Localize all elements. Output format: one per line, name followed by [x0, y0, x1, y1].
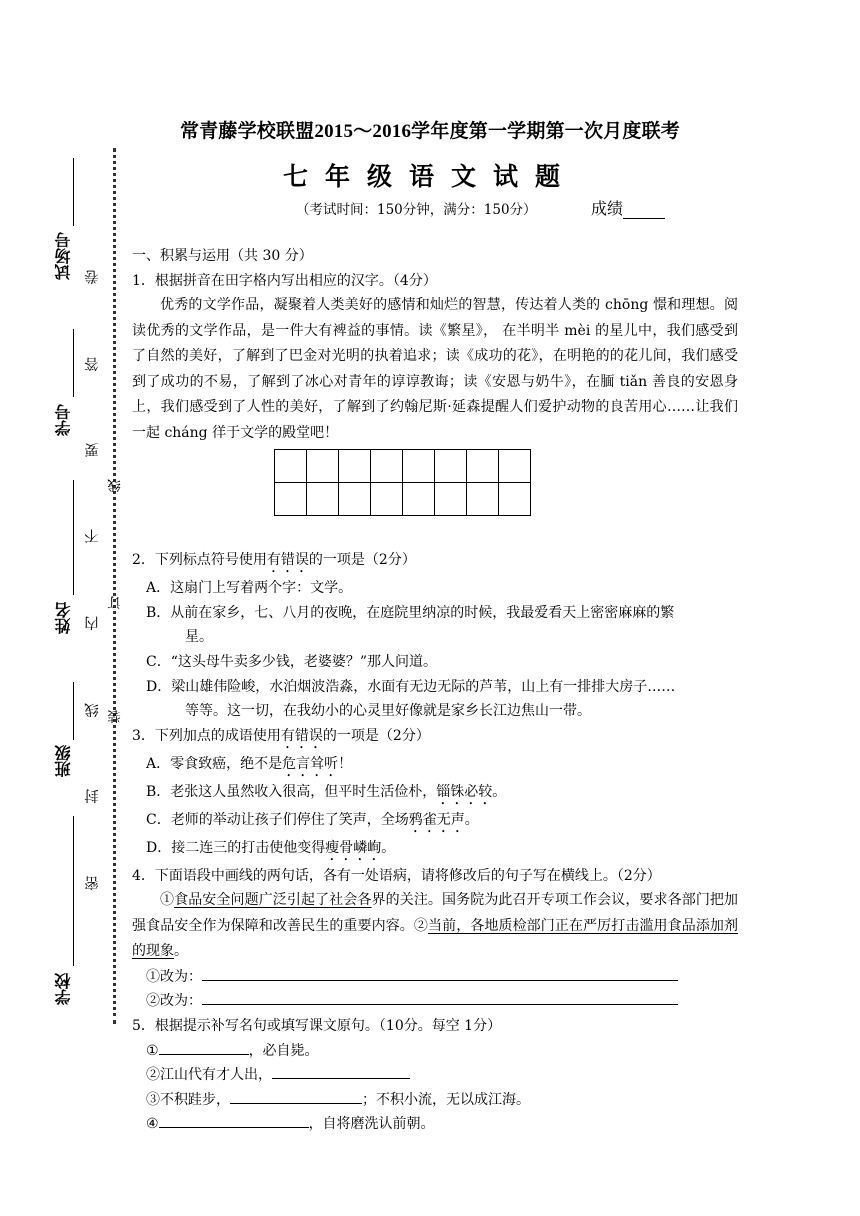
- grid-cell[interactable]: [435, 450, 467, 483]
- seal-char: 内: [85, 616, 101, 631]
- seal-char: 答: [85, 357, 101, 372]
- q2-option-b[interactable]: B．从前在家乡，七、八月的夜晚，在庭院里纳凉的时候，我最爱看天上密密麻麻的繁: [146, 604, 675, 621]
- seal-char: 密: [85, 876, 101, 891]
- name-label: 姓名: [54, 602, 73, 634]
- grid-cell[interactable]: [499, 450, 531, 483]
- grid-cell[interactable]: [371, 483, 403, 516]
- class-blank: [73, 682, 74, 740]
- grid-cell[interactable]: [403, 483, 435, 516]
- exam-room-label: 试场号: [54, 232, 73, 280]
- student-number-label: 学号: [54, 404, 73, 436]
- grid-cell[interactable]: [307, 450, 339, 483]
- grid-cell[interactable]: [467, 483, 499, 516]
- grid-cell[interactable]: [403, 450, 435, 483]
- grid-cell[interactable]: [275, 450, 307, 483]
- q3-option-d[interactable]: D．接二连三的打击使他变得瘦骨嶙峋。: [146, 839, 396, 856]
- grid-cell[interactable]: [499, 483, 531, 516]
- seal-char: 封: [85, 789, 101, 804]
- grid-cell[interactable]: [371, 450, 403, 483]
- q2-option-d-cont: 等等。这一切，在我幼小的心灵里好像就是家乡长江边焦山一带。: [185, 703, 591, 720]
- seal-char: 线: [85, 703, 101, 718]
- q3-stem: 3．下列加点的成语使用有错误的一项是（2分）: [132, 727, 430, 744]
- student-number-blank: [73, 329, 74, 397]
- answer-blank[interactable]: [159, 1112, 309, 1128]
- score-field: [591, 196, 665, 219]
- grid-cell[interactable]: [339, 483, 371, 516]
- q5-line-4: ④ ，自将磨洗认前朝。: [132, 1112, 738, 1137]
- class-label: 班级: [54, 745, 73, 777]
- q2-stem: 2．下列标点符号使用有错误的一项是（2分）: [132, 552, 416, 569]
- exam-info: （考试时间：150分钟，满分：150分）: [296, 202, 537, 218]
- answer-blank[interactable]: [230, 1088, 362, 1104]
- q4-fix-1: ①改为：: [132, 965, 738, 990]
- q2-option-d[interactable]: D．梁山雄伟险峻，水泊烟波浩淼，水面有无边无际的芦苇，山上有一排排大房子……: [146, 678, 676, 695]
- q1-writing-grid: [274, 449, 531, 516]
- q1-passage: 优秀的文学作品，凝聚着人类美好的感情和灿烂的智慧，传达着人类的 chōng 憬和理想。阅读优秀的文学作品，是一件大有裨益的事情。读《繁星》， 在半明半 mèi 的星儿中，我们感受到了自然的美好，了解到了巴金对光明的执着追求；读《成功的花》，在明艳的的花儿间，我们感受到了成功的不易，了解到了冰心对青年的谆谆教诲；读《安恩与奶牛》，在腼 tiǎn 善良的安恩身上，我们感受到了人性的美好，了解到了约翰尼斯·延森提醒人们爱护动物的良苦用心……让我们一起 cháng 徉于文学的殿堂吧！: [132, 297, 738, 441]
- grid-cell[interactable]: [339, 450, 371, 483]
- seal-char: 不: [85, 529, 101, 544]
- q1-stem: 1．根据拼音在田字格内写出相应的汉字。（4分）: [132, 272, 437, 289]
- q5-line-2: ②江山代有才人出，: [132, 1063, 738, 1088]
- binding-side-char: 线: [108, 479, 124, 493]
- q5-stem: 5．根据提示补写名句或填写课文原句。（10分。每空 1分）: [132, 1018, 502, 1035]
- q3-option-a[interactable]: A．零食致癌，绝不是危言耸听！: [146, 755, 353, 772]
- binding-dotted-line: [113, 148, 116, 1024]
- q2-option-b-cont: 星。: [185, 629, 213, 646]
- q5-line-1: ① ，必自毙。: [132, 1039, 738, 1064]
- answer-blank[interactable]: [202, 989, 678, 1005]
- q2-option-c[interactable]: C．“这头母牛卖多少钱，老婆婆？”那人问道。: [146, 653, 438, 670]
- answer-blank[interactable]: [159, 1039, 249, 1055]
- grid-cell[interactable]: [467, 450, 499, 483]
- binding-side-char: 装: [108, 710, 124, 724]
- q3-option-b[interactable]: B．老张这人虽然收入很高，但平时生活俭朴，锱铢必较。: [146, 783, 507, 800]
- section-heading: 一、积累与运用（共 30 分）: [132, 248, 313, 264]
- exam-title: 常青藤学校联盟2015～2016学年度第一学期第一次月度联考: [179, 121, 680, 142]
- answer-blank[interactable]: [272, 1063, 410, 1079]
- question-content: [132, 244, 738, 1137]
- q4-fix-2: ②改为：: [132, 989, 738, 1014]
- binding-side-char: 订: [108, 596, 124, 610]
- seal-char: 卷: [85, 270, 101, 285]
- q4-stem: 4．下面语段中画线的两句话，各有一处语病，请将修改后的句子写在横线上。（2分）: [132, 867, 661, 884]
- paper-subtitle: 七年级语文试题: [282, 162, 577, 191]
- school-label: 学校: [54, 973, 73, 1005]
- grid-cell[interactable]: [275, 483, 307, 516]
- q4-passage: ①食品安全问题广泛引起了社会各界的关注。国务院为此召开专项工作会议，要求各部门把加强食品安全作为保障和改善民生的重要内容。②当前，各地质检部门正在严厉打击滥用食品添加剂的现象。: [132, 892, 739, 960]
- score-label: 成绩: [591, 199, 624, 218]
- name-blank: [73, 480, 74, 595]
- grid-cell[interactable]: [307, 483, 339, 516]
- q5-line-3: ③不积跬步， ；不积小流，无以成江海。: [132, 1088, 738, 1113]
- q2-option-a[interactable]: A．这扇门上写着两个字：文学。: [146, 580, 353, 597]
- grid-cell[interactable]: [435, 483, 467, 516]
- answer-blank[interactable]: [202, 965, 678, 981]
- score-blank[interactable]: [623, 202, 665, 219]
- school-blank: [73, 816, 74, 966]
- seal-char: 要: [85, 443, 101, 458]
- q3-option-c[interactable]: C．老师的举动让孩子们停住了笑声，全场鸦雀无声。: [146, 811, 479, 828]
